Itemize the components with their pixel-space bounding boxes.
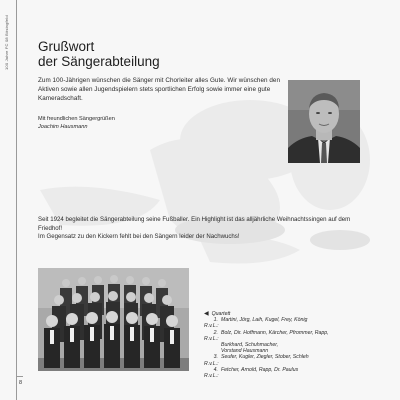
row-label: 2. R.v.L.:	[204, 329, 219, 342]
caption-row	[204, 354, 374, 366]
triangle-left-icon: ◀	[204, 311, 209, 318]
choir-group-photo	[38, 268, 189, 371]
caption-row	[204, 330, 374, 342]
intro-line: Aktiven sowie allen Jugendspielern stets sportlichen Erfolg sowie immer eine gute	[38, 86, 271, 93]
row-names: Seufer, Kugler, Ziegler, Stober, Schleh	[221, 354, 309, 361]
caption-row	[204, 367, 374, 379]
row-names: Vorstand Hausmann	[221, 348, 269, 355]
row-label: 4. R.v.L.:	[204, 366, 219, 380]
row-names: Fetcher, Arnold, Rapp, Dr. Paulus	[221, 366, 299, 373]
page-rule	[16, 376, 23, 377]
row-names: Bolz, Dir. Hoffmann, Kärcher, Pfrommer, Rapp,	[221, 329, 329, 336]
row-label: 3. R.v.L.:	[204, 354, 219, 367]
title-line-1: Grußwort	[38, 39, 95, 54]
signature: Joachim Hausmann	[38, 124, 88, 130]
page-number: 8	[19, 380, 23, 386]
intro-line: Kameradschaft.	[38, 95, 83, 102]
greeting-text: Mit freundlichen Sängergrüßen	[38, 116, 115, 122]
history-line: Friedhof!	[38, 224, 63, 232]
page-title	[38, 39, 338, 69]
history-line: Seit 1924 begleitet die Sängerabteilung seine Fußballer. Ein Highlight ist das alljährliche Weihnachtssingen auf dem	[38, 216, 351, 223]
photo-caption	[204, 311, 374, 379]
row-names: Martini, Jörg, Laih, Kugel, Frey, König	[221, 317, 308, 324]
row-names: Burkhard, Schuhmacher,	[221, 342, 279, 349]
side-rule	[16, 0, 17, 400]
portrait-photo	[288, 80, 360, 163]
greeting-block	[38, 115, 238, 131]
history-line: Im Gegensatz zu den Kickern fehlt bei den Sängern leider der Nachwuchs!	[38, 233, 240, 241]
intro-line: Zum 100-Jährigen wünschen die Sänger mit Chorleiter alles Gute. Wir wünschen den	[38, 77, 280, 84]
caption-title: Quartett	[211, 311, 231, 317]
sidebar-label: 100 Jahre FC 08 Bösingfeld	[4, 15, 9, 70]
row-label: 1. R.v.L.:	[204, 317, 219, 330]
history-paragraph	[38, 216, 368, 242]
title-line-2: der Sängerabteilung	[38, 54, 160, 69]
caption-row	[204, 317, 374, 329]
